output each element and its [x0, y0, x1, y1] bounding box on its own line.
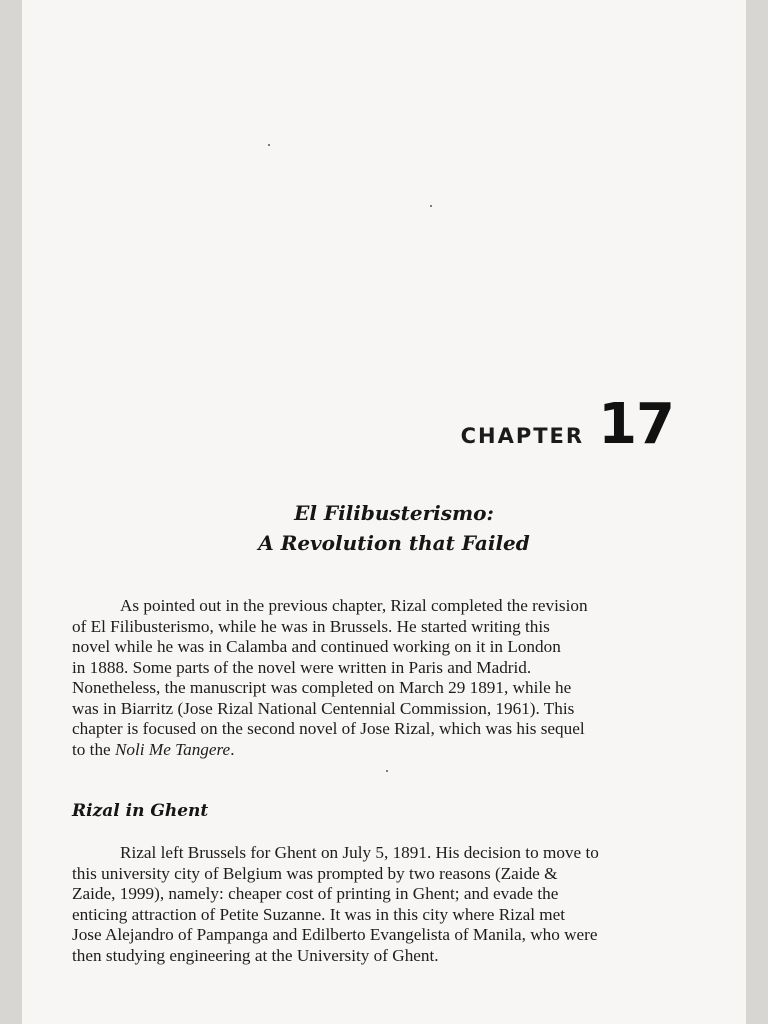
paragraph-intro: [72, 596, 700, 760]
paragraph-line: Nonetheless, the manuscript was completed on March 29 1891, while he: [72, 678, 572, 697]
paragraph-ghent: [72, 843, 700, 966]
paragraph-line: this university city of Belgium was prompted by two reasons (Zaide &: [72, 863, 558, 883]
paragraph-line: novel while he was in Calamba and continued working on it in London: [72, 637, 561, 656]
paragraph-line: Zaide, 1999), namely: cheaper cost of printing in Ghent; and evade the: [72, 884, 559, 903]
chapter-title-line2: A Revolution that Failed: [258, 531, 530, 555]
book-page: [22, 0, 746, 1024]
novel-title-italic: Noli Me Tangere: [114, 739, 231, 759]
chapter-heading: [461, 392, 674, 457]
paragraph-line: enticing attraction of Petite Suzanne. It was in this city where Rizal met: [72, 904, 566, 924]
paragraph-line: Jose Alejandro of Pampanga and Edilberto Evangelista of Manila, who were: [72, 925, 598, 944]
paper-speck: [268, 144, 270, 146]
chapter-label: CHAPTER: [460, 424, 585, 448]
paragraph-line: was in Biarritz (Jose Rizal National Centennial Commission, 1961). This: [72, 698, 575, 718]
chapter-number: 17: [598, 392, 674, 457]
paragraph-line: in 1888. Some parts of the novel were written in Paris and Madrid.: [72, 657, 532, 677]
paper-speck: [386, 770, 388, 772]
paragraph-line: of El Filibusterismo, while he was in Brussels. He started writing this: [72, 616, 550, 636]
paragraph-line: chapter is focused on the second novel of Jose Rizal, which was his sequel: [72, 719, 585, 738]
paragraph-line: As pointed out in the previous chapter, Rizal completed the revision: [120, 596, 588, 615]
section-heading: Rizal in Ghent: [72, 801, 209, 821]
paragraph-line: then studying engineering at the University of Ghent.: [72, 945, 439, 965]
paragraph-last-line: [72, 740, 700, 761]
text-fragment: .: [230, 739, 235, 759]
chapter-title-line1: El Filibusterismo:: [294, 501, 494, 525]
paper-speck: [430, 205, 432, 207]
text-fragment: to the: [72, 739, 115, 759]
paragraph-line: Rizal left Brussels for Ghent on July 5, 1891. His decision to move to: [120, 843, 599, 862]
chapter-title: [22, 498, 746, 558]
